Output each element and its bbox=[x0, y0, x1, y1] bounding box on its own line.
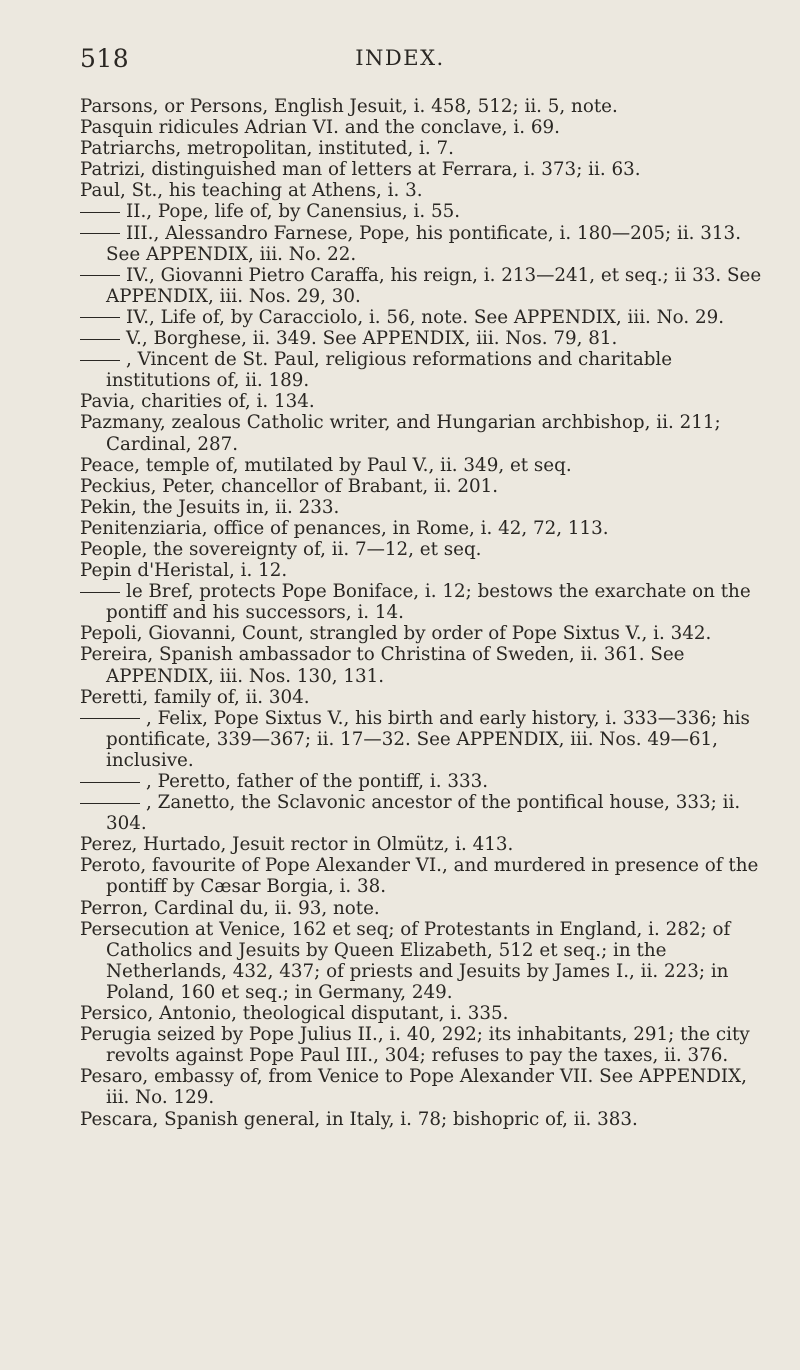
index-entry-text: Peretti, family of, ii. 304. bbox=[80, 686, 310, 708]
index-entry bbox=[80, 1024, 770, 1066]
ditto-dash bbox=[80, 233, 120, 234]
index-entry-text: Pesaro, embassy of, from Venice to Pope Alexander VII. See APPENDIX, iii. No. 129. bbox=[80, 1066, 747, 1109]
ditto-dash bbox=[80, 317, 120, 318]
index-entry bbox=[80, 560, 770, 581]
index-entry-text: Persico, Antonio, theological disputant, i. 335. bbox=[80, 1003, 509, 1025]
index-entry bbox=[80, 771, 770, 792]
index-entry-text: Parsons, or Persons, English Jesuit, i. 458, 512; ii. 5, note. bbox=[80, 96, 618, 117]
index-entry bbox=[80, 96, 770, 117]
index-entry-text: V., Borghese, ii. 349. See APPENDIX, iii. Nos. 79, 81. bbox=[126, 328, 618, 350]
index-entry bbox=[80, 138, 770, 159]
ditto-dash bbox=[80, 275, 120, 276]
index-entry-text: Pescara, Spanish general, in Italy, i. 78; bishopric of, ii. 383. bbox=[80, 1108, 638, 1130]
index-entry bbox=[80, 687, 770, 708]
index-entry-text: Peckius, Peter, chancellor of Brabant, ii. 201. bbox=[80, 475, 499, 497]
index-entry bbox=[80, 834, 770, 855]
index-entry bbox=[80, 391, 770, 412]
index-entry-text: IV., Giovanni Pietro Caraffa, his reign, i. 213—241, et seq.; ii 33. See APPENDIX, iii. Nos. 29, 30. bbox=[106, 264, 762, 307]
index-entry bbox=[80, 581, 770, 623]
index-entry bbox=[80, 1109, 770, 1130]
index-entry-text: Penitenziaria, office of penances, in Rome, i. 42, 72, 113. bbox=[80, 517, 609, 539]
page-number: 518 bbox=[80, 44, 130, 73]
index-entry-text: Pazmany, zealous Catholic writer, and Hungarian archbishop, ii. 211; Cardinal, 287. bbox=[80, 412, 721, 455]
index-entry-text: IV., Life of, by Caracciolo, i. 56, note. See APPENDIX, iii. No. 29. bbox=[126, 306, 725, 328]
ditto-dash bbox=[80, 212, 120, 213]
index-entry-text: le Bref, protects Pope Boniface, i. 12; bestows the exarchate on the pontiff and his successors, i. 14. bbox=[106, 581, 751, 624]
index-entry bbox=[80, 412, 770, 454]
page-header bbox=[0, 44, 800, 80]
index-entry bbox=[80, 644, 770, 686]
ditto-dash bbox=[80, 592, 120, 593]
index-entry-text: III., Alessandro Farnese, Pope, his pontificate, i. 180—205; ii. 313. See APPENDIX, iii. No. 22. bbox=[106, 222, 742, 265]
index-entry bbox=[80, 898, 770, 919]
index-entry-text: Peace, temple of, mutilated by Paul V., ii. 349, et seq. bbox=[80, 454, 572, 476]
ditto-dash bbox=[80, 339, 120, 340]
index-entry bbox=[80, 708, 770, 771]
index-entry bbox=[80, 497, 770, 518]
ditto-dash bbox=[80, 782, 140, 783]
index-entry-text: , Felix, Pope Sixtus V., his birth and early history, i. 333—336; his pontificate, 339—367; ii. 17—32. See APPENDIX, iii. Nos. 49—61, inclusive. bbox=[106, 707, 750, 771]
index-entry bbox=[80, 919, 770, 1003]
index-entry-text: People, the sovereignty of, ii. 7—12, et seq. bbox=[80, 538, 482, 560]
index-entry-text: , Vincent de St. Paul, religious reformations and charitable institutions of, ii. 189. bbox=[106, 349, 673, 392]
index-entry-text: , Peretto, father of the pontiff, i. 333. bbox=[146, 771, 489, 792]
index-entry-text: II., Pope, life of, by Canensius, i. 55. bbox=[126, 201, 461, 223]
index-entry-text: Pasquin ridicules Adrian VI. and the conclave, i. 69. bbox=[80, 117, 560, 139]
index-entry bbox=[80, 518, 770, 539]
index-entry-text: , Zanetto, the Sclavonic ancestor of the pontifical house, 333; ii. 304. bbox=[106, 792, 741, 835]
index-entry-text: Perron, Cardinal du, ii. 93, note. bbox=[80, 897, 380, 919]
running-head: INDEX. bbox=[355, 46, 445, 70]
index-entry bbox=[80, 476, 770, 497]
index-entry-text: Patrizi, distinguished man of letters at Ferrara, i. 373; ii. 63. bbox=[80, 159, 641, 181]
ditto-dash bbox=[80, 718, 140, 719]
index-entry bbox=[80, 223, 770, 265]
index-entry bbox=[80, 349, 770, 391]
index-entry-text: Persecution at Venice, 162 et seq; of Protestants in England, i. 282; of Catholics and Jesuits by Queen Elizabeth, 512 et seq.; in the Netherlands, 432, 437; of priests and Jesuits by James I., ii. 223; in Poland, 160 et seq.; in Germany, 249. bbox=[80, 918, 731, 1003]
ditto-dash bbox=[80, 360, 120, 361]
ditto-dash bbox=[80, 803, 140, 804]
index-entry-text: Pavia, charities of, i. 134. bbox=[80, 391, 315, 413]
index-entry bbox=[80, 201, 770, 222]
index-entry-text: Perez, Hurtado, Jesuit rector in Olmütz, i. 413. bbox=[80, 834, 514, 856]
index-entry bbox=[80, 1066, 770, 1108]
index-entry bbox=[80, 1003, 770, 1024]
index-entry bbox=[80, 855, 770, 897]
index-entry-text: Paul, St., his teaching at Athens, i. 3. bbox=[80, 180, 423, 202]
index-entry-text: Perugia seized by Pope Julius II., i. 40, 292; its inhabitants, 291; the city revolts against Pope Paul III., 304; refuses to pay the taxes, ii. 376. bbox=[80, 1024, 750, 1067]
index-entries bbox=[80, 96, 770, 1130]
index-entry bbox=[80, 328, 770, 349]
index-entry-text: Pekin, the Jesuits in, ii. 233. bbox=[80, 496, 340, 518]
index-entry bbox=[80, 455, 770, 476]
index-entry bbox=[80, 265, 770, 307]
index-entry-text: Patriarchs, metropolitan, instituted, i. 7. bbox=[80, 138, 454, 160]
index-entry-text: Pepin d'Heristal, i. 12. bbox=[80, 560, 288, 582]
index-entry-text: Pereira, Spanish ambassador to Christina of Sweden, ii. 361. See APPENDIX, iii. Nos. 130, 131. bbox=[80, 644, 685, 687]
index-entry-text: Pepoli, Giovanni, Count, strangled by order of Pope Sixtus V., i. 342. bbox=[80, 623, 712, 645]
index-entry bbox=[80, 307, 770, 328]
index-entry bbox=[80, 792, 770, 834]
index-entry bbox=[80, 539, 770, 560]
index-entry-text: Peroto, favourite of Pope Alexander VI., and murdered in presence of the pontiff by Cæsar Borgia, i. 38. bbox=[80, 855, 759, 898]
index-entry bbox=[80, 180, 770, 201]
index-entry bbox=[80, 623, 770, 644]
index-entry bbox=[80, 117, 770, 138]
index-entry bbox=[80, 159, 770, 180]
